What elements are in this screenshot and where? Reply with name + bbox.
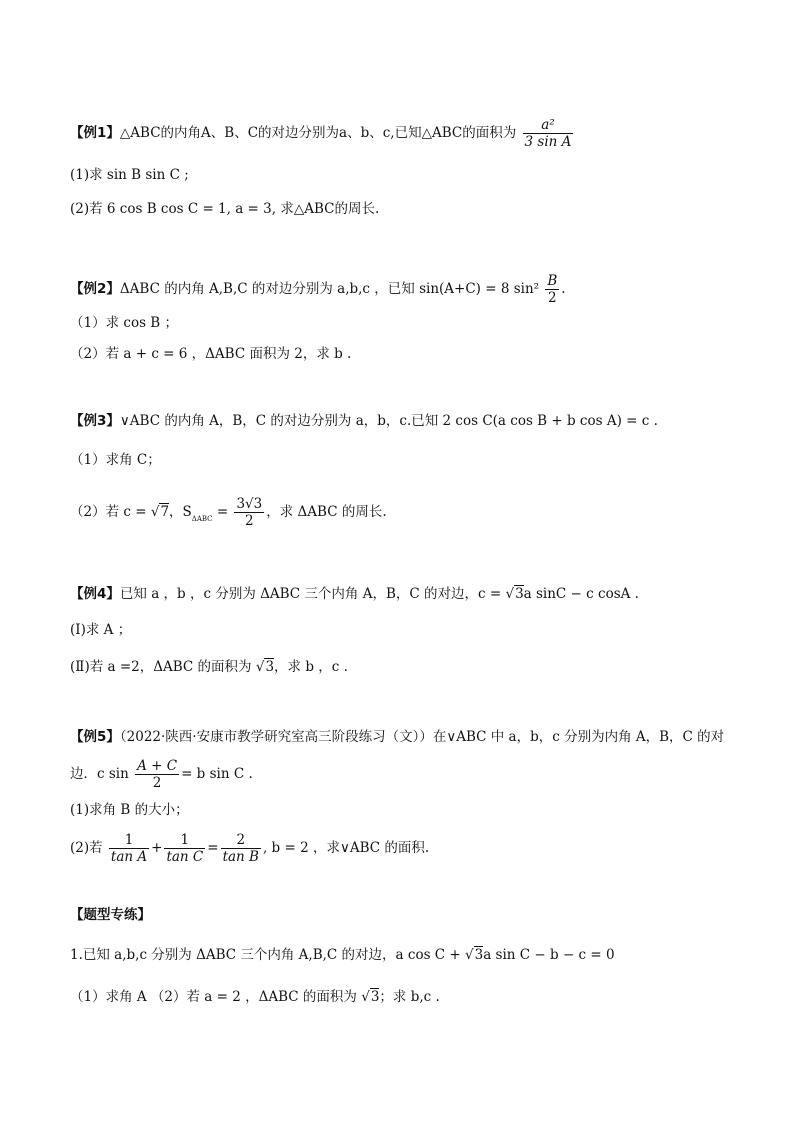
example-5-fraction-numerator: A + C: [137, 758, 178, 774]
example-3-label: 【例3】: [70, 413, 120, 429]
example-3-q2-prefix: （2）若 c =: [70, 504, 151, 520]
example-1-fraction-denominator: 3 sin A: [524, 134, 572, 150]
practice-1-questions: （1）求角 A （2）若 a = 2 ，ΔABC 的面积为 √3；求 b,c .: [70, 989, 440, 1005]
example-4-text-end: a sinC − c cosA .: [523, 586, 639, 602]
example-5-fraction-3-denominator: tan B: [222, 849, 259, 865]
example-5-fraction-2-numerator: 1: [164, 832, 205, 849]
example-5-fraction-1: [109, 832, 149, 865]
practice-heading: 【题型专练】: [70, 907, 151, 923]
example-5-question-2: (2)若 $\frac{1}{\text{tan A}}$ + $\frac{1}{\text{tan C}}$ = $\frac{2}{\text{tan B}}$ , b = 2 ，求∨ABC 的面积.: [70, 832, 430, 865]
practice-1-q-suffix: ；求 b,c .: [379, 989, 440, 1005]
example-5-stem: [70, 728, 724, 746]
practice-1-stem: 1.已知 a,b,c 分别为 ΔABC 三个内角 A,B,C 的对边，a cos C + √3a sin C − b − c = 0: [70, 947, 615, 963]
example-5-fraction-2: [164, 832, 205, 865]
example-1-stem: [70, 117, 575, 150]
example-2-question-1: （1）求 cos B ；: [70, 315, 178, 331]
example-1-text: △ABC的内角A、B、C的对边分别为a、b、c,已知△ABC的面积为: [119, 125, 517, 141]
example-4-q2-prefix: (Ⅱ)若 a =2，ΔABC 的面积为: [70, 659, 256, 675]
example-5-line2-suffix: = b sin C .: [181, 766, 253, 782]
example-4-q2-suffix: ，求 b ，c .: [274, 659, 348, 675]
example-3-q2-fraction: [234, 496, 264, 529]
example-3-q2-root: 7: [160, 504, 170, 520]
example-1-fraction-numerator: a²: [523, 117, 574, 134]
example-3-question-2: （2）若 c = √7，$S_{\Delta ABC}$ = $\frac{3√3}{2}$ ，求 ΔABC 的周长.: [70, 496, 387, 529]
example-4-text: 已知 a ，b ，c 分别为 ΔABC 三个内角 A，B，C 的对边，c =: [119, 586, 506, 602]
example-2-tail: .: [561, 281, 566, 297]
example-2-question-2: （2）若 a + c = 6 ，ΔABC 面积为 2，求 b .: [70, 346, 352, 362]
example-5-line2-prefix: 边．c sin: [70, 766, 129, 782]
example-5-q2-prefix: (2)若: [70, 840, 103, 856]
example-4-question-1: (Ⅰ)求 A ；: [70, 622, 132, 638]
example-4-q2-root: 3: [265, 659, 275, 675]
example-5-label: 【例5】: [70, 729, 120, 745]
practice-1-q-prefix: （1）求角 A （2）若 a = 2 ，ΔABC 的面积为: [70, 989, 362, 1005]
example-4-label: 【例4】: [70, 586, 120, 602]
example-5-q2-suffix: , b = 2 ，求∨ABC 的面积.: [262, 840, 430, 856]
practice-1-prefix: 1.已知 a,b,c 分别为 ΔABC 三个内角 A,B,C 的对边，a cos C +: [70, 947, 466, 963]
example-5-fraction-3: [221, 832, 261, 865]
example-2-fraction-numerator: B: [547, 273, 558, 289]
example-5-stem-line-2: [70, 758, 253, 791]
example-5-fraction: [135, 758, 179, 791]
example-2-fraction-denominator: 2: [548, 290, 557, 306]
example-5-fraction-denominator: 2: [152, 775, 162, 791]
example-1-question-1: (1)求 sin B sin C ;: [70, 167, 189, 183]
example-1-question-2: (2)若 6 cos B cos C = 1, a = 3, 求△ABC的周长.: [70, 201, 380, 217]
practice-1-suffix: a sin C − b − c = 0: [483, 947, 615, 963]
example-5-question-1: (1)求角 B 的大小；: [70, 802, 189, 818]
practice-1-q-root: 3: [370, 989, 380, 1005]
example-3-text: ∨ABC 的内角 A，B，C 的对边分别为 a，b，c.已知 2 cos C(a cos B + b cos A) = c .: [119, 413, 658, 429]
example-4-stem: 【例4】已知 a ，b ，c 分别为 ΔABC 三个内角 A，B，C 的对边，c = √3a sinC − c cosA .: [70, 586, 639, 602]
example-5-fraction-2-denominator: tan C: [166, 849, 204, 865]
example-1-label: 【例1】: [70, 125, 120, 141]
example-3-q2-eq: =: [212, 504, 233, 520]
example-1-fraction: [523, 117, 574, 150]
example-3-stem: [70, 412, 658, 430]
example-3-q2-fraction-numerator: 3√3: [236, 496, 263, 512]
example-4-root: 3: [515, 586, 524, 602]
example-2-stem: [70, 273, 566, 306]
example-2-text: ΔABC 的内角 A,B,C 的对边分别为 a,b,c ，已知 sin(A+C) = 8 sin²: [119, 281, 540, 297]
example-2-label: 【例2】: [70, 281, 120, 297]
example-3-question-1: （1）求角 C；: [70, 452, 161, 468]
example-3-q2-fraction-denominator: 2: [245, 513, 254, 529]
example-5-fraction-3-numerator: 2: [221, 832, 261, 849]
example-3-q2-suffix: ，求 ΔABC 的周长.: [266, 504, 387, 520]
example-3-q2-mid: ，S: [169, 504, 192, 520]
practice-1-root: 3: [474, 947, 484, 963]
example-3-q2-subscript: ΔABC: [191, 515, 213, 523]
example-5-fraction-1-numerator: 1: [109, 832, 149, 849]
example-2-fraction: [545, 273, 559, 306]
example-5-fraction-1-denominator: tan A: [110, 849, 148, 865]
example-5-text: （2022·陕西·安康市教学研究室高三阶段练习（文））在∨ABC 中 a，b，c 分别为内角 A，B，C 的对: [119, 729, 725, 745]
example-4-question-2: (Ⅱ)若 a =2，ΔABC 的面积为 √3，求 b ，c .: [70, 659, 348, 675]
